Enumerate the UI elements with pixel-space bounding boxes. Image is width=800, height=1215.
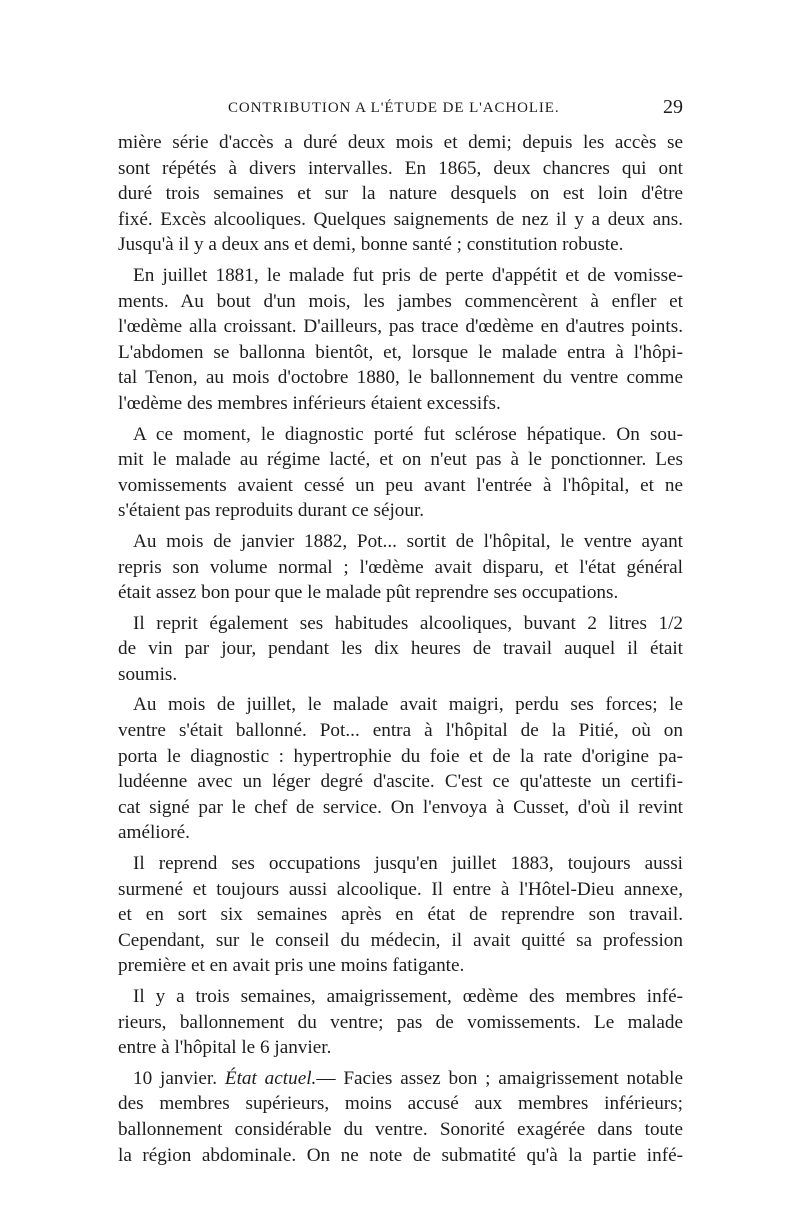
text-line: En juillet 1881, le malade fut pris de perte d'appétit et de vomisse- [133, 264, 683, 286]
entry-date: 10 janvier. [133, 1067, 218, 1089]
text-line: ments. Au bout d'un mois, les jambes commencèrent à enfler et [118, 290, 683, 312]
text-line: s'étaient pas reproduits durant ce séjour. [118, 500, 425, 522]
page-header [118, 96, 683, 122]
text-line: amélioré. [118, 822, 190, 844]
text-line: repris son volume normal ; l'œdème avait disparu, et l'état général [118, 556, 683, 578]
text-line: entre à l'hôpital le 6 janvier. [118, 1037, 332, 1059]
entry-first-line [118, 1066, 683, 1092]
text-line: et en sort six semaines après en état de reprendre son travail. [118, 904, 683, 926]
text-line: Il reprend ses occupations jusqu'en juillet 1883, toujours aussi [133, 853, 683, 875]
page-number: 29 [663, 96, 683, 118]
text-line: la région abdominale. On ne note de submatité qu'à la partie infé- [118, 1144, 683, 1166]
text-line: rieurs, ballonnement du ventre; pas de vomissements. Le malade [118, 1011, 683, 1033]
text-line: ballonnement considérable du ventre. Sonorité exagérée dans toute [118, 1118, 683, 1140]
text-line: Au mois de janvier 1882, Pot... sortit de l'hôpital, le ventre ayant [133, 530, 683, 552]
paragraph-july [118, 692, 683, 846]
text-line: des membres supérieurs, moins accusé aux membres inférieurs; [118, 1093, 683, 1115]
paragraph-january-1882 [118, 529, 683, 606]
text-line: Il y a trois semaines, amaigrissement, œdème des membres infé- [133, 986, 683, 1007]
paragraph-alcohol-habits [118, 611, 683, 688]
text-line: l'œdème alla croissant. D'ailleurs, pas trace d'œdème en d'autres points. [118, 316, 683, 338]
text-line: mit le malade au régime lacté, et on n'eut pas à le ponctionner. Les [118, 449, 683, 471]
text-line: sont répétés à divers intervalles. En 1865, deux chancres qui ont [118, 157, 683, 179]
entry-first-line-text: — Facies assez bon ; amaigrissement notable [316, 1067, 683, 1089]
text-line: L'abdomen se ballonna bientôt, et, lorsque le malade entra à l'hôpi- [118, 341, 683, 363]
text-line: Jusqu'à il y a deux ans et demi, bonne santé ; constitution robuste. [118, 234, 624, 256]
text-line: tal Tenon, au mois d'octobre 1880, le ballonnement du ventre comme [118, 367, 683, 389]
text-line: l'œdème des membres inférieurs étaient excessifs. [118, 392, 501, 414]
text-line: de vin par jour, pendant les dix heures de travail auquel il était [118, 638, 683, 660]
paragraph-three-weeks-ago [118, 984, 683, 1061]
text-line: ventre s'était ballonné. Pot... entra à l'hôpital de la Pitié, où on [118, 720, 683, 742]
text-line: porta le diagnostic : hypertrophie du foie et de la rate d'origine pa- [118, 745, 683, 767]
text-line: soumis. [118, 663, 178, 685]
entry-label: État actuel. [224, 1067, 317, 1089]
body-text [118, 130, 683, 1168]
paragraph-diagnosis [118, 422, 683, 524]
text-line: mière série d'accès a duré deux mois et demi; depuis les accès se [118, 132, 683, 153]
text-line: fixé. Excès alcooliques. Quelques saignements de nez il y a deux ans. [118, 208, 683, 230]
paragraph-july-1881 [118, 263, 683, 417]
text-line: était assez bon pour que le malade pût reprendre ses occupations. [118, 582, 619, 604]
running-title: CONTRIBUTION A L'ÉTUDE DE L'ACHOLIE. [228, 100, 560, 116]
paragraph-prior-history [118, 130, 683, 258]
text-line: première et en avait pris une moins fatigante. [118, 955, 465, 977]
text-line: A ce moment, le diagnostic porté fut sclérose hépatique. On sou- [133, 423, 683, 445]
text-line: vomissements avaient cessé un peu avant l'entrée à l'hôpital, et ne [118, 474, 683, 496]
text-line: Cependant, sur le conseil du médecin, il avait quitté sa profession [118, 929, 683, 951]
text-line: ludéenne avec un léger degré d'ascite. C'est ce qu'atteste un certifi- [118, 771, 683, 793]
paragraph-current-state [118, 1066, 683, 1168]
text-line: duré trois semaines et sur la nature desquels on est loin d'être [118, 183, 683, 205]
text-line: cat signé par le chef de service. On l'envoya à Cusset, d'où il revint [118, 796, 683, 818]
text-line: Il reprit également ses habitudes alcooliques, buvant 2 litres 1/2 [133, 612, 683, 634]
text-line: surmené et toujours aussi alcoolique. Il entre à l'Hôtel-Dieu annexe, [118, 878, 683, 900]
text-line: Au mois de juillet, le malade avait maigri, perdu ses forces; le [133, 694, 683, 716]
paragraph-july-1883 [118, 851, 683, 979]
